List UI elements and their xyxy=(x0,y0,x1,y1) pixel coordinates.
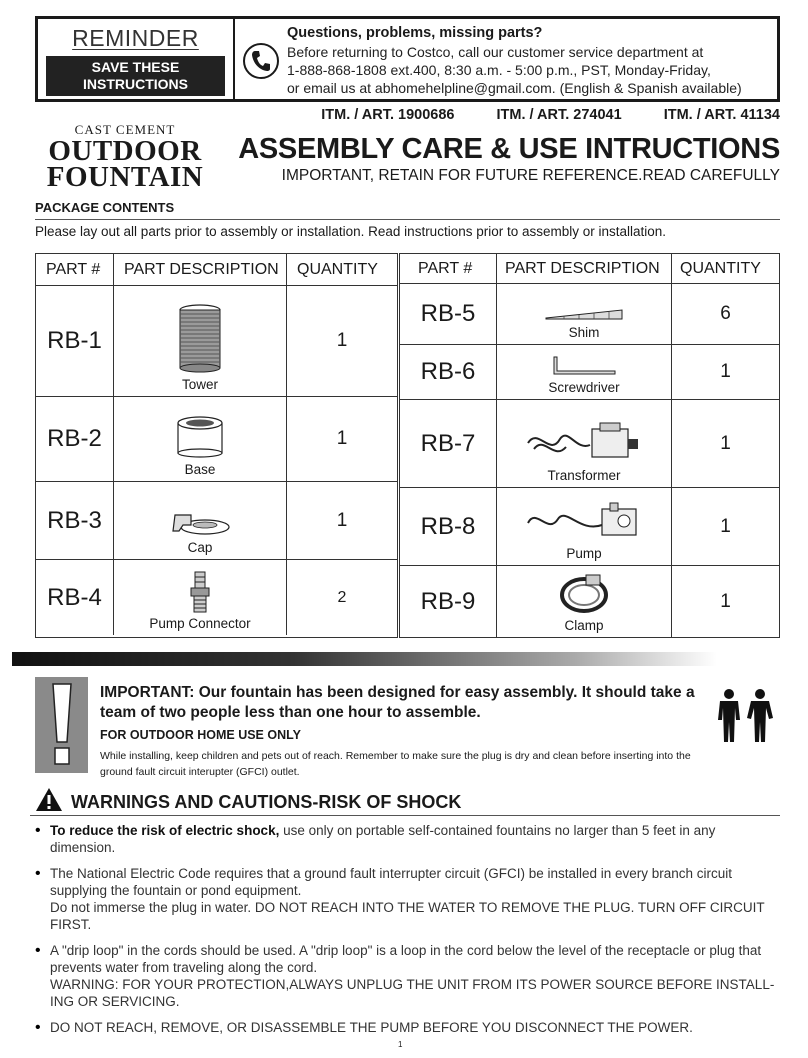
parts-table-right xyxy=(399,253,780,638)
part-quantity: 1 xyxy=(720,515,731,537)
table-header xyxy=(400,254,779,284)
col-part-description: PART DESCRIPTION xyxy=(497,254,672,283)
divider xyxy=(30,815,780,816)
col-quantity: QUANTITY xyxy=(680,259,761,277)
table-row xyxy=(36,397,397,482)
col-part-number: PART # xyxy=(36,254,114,285)
part-number: RB-9 xyxy=(400,566,497,637)
part-number: RB-6 xyxy=(400,345,497,399)
part-name: Screwdriver xyxy=(548,380,620,395)
col-part-description: PART DESCRIPTION xyxy=(114,254,287,285)
table-header xyxy=(36,254,397,286)
warning-text: WARNING: FOR YOUR PROTECTION,ALWAYS UNPLUG THE UNIT FROM ITS POWER SOURCE BEFORE INSTALL-ING OR SERVICING. xyxy=(50,977,775,1009)
part-number: RB-5 xyxy=(400,284,497,344)
part-quantity: 1 xyxy=(720,361,731,382)
table-row xyxy=(36,286,397,397)
table-row xyxy=(400,345,779,400)
installation-detail: While installing, keep children and pets out of reach. Remember to make sure the plug is dry and clean before inserting into the ground fault circuit interupter (GFCI) outlet. xyxy=(100,750,691,778)
part-number: RB-2 xyxy=(36,397,114,481)
part-name: Shim xyxy=(568,325,600,340)
warning-triangle-icon xyxy=(35,787,63,817)
part-quantity: 1 xyxy=(336,509,348,531)
table-row xyxy=(400,400,779,488)
parts-table xyxy=(35,253,780,638)
clamp-icon xyxy=(556,573,612,618)
logo-subtitle: CAST CEMENT xyxy=(74,122,176,137)
page-number: 1 xyxy=(398,1040,403,1049)
part-number: RB-1 xyxy=(36,286,114,396)
part-number: RB-7 xyxy=(400,400,497,487)
list-item xyxy=(35,865,780,933)
pump-connector-icon xyxy=(189,571,211,616)
page-subtitle: IMPORTANT, RETAIN FOR FUTURE REFERENCE.READ CAREFULLY xyxy=(281,167,780,184)
table-row xyxy=(36,560,397,635)
item-number: ITM. / ART. 41134 xyxy=(663,107,780,123)
part-quantity: 1 xyxy=(720,590,731,612)
part-name: Pump xyxy=(566,546,602,561)
part-quantity: 1 xyxy=(336,428,348,449)
logo-line-1: OUTDOOR xyxy=(48,135,202,167)
save-instructions-badge xyxy=(46,56,225,96)
contact-line-1: Before returning to Costco, call our customer service department at xyxy=(287,44,704,60)
table-row xyxy=(36,482,397,560)
warnings-list xyxy=(35,822,780,1045)
part-name: Transformer xyxy=(547,468,621,483)
table-row xyxy=(400,566,779,637)
pump-icon xyxy=(524,499,644,546)
part-name: Tower xyxy=(181,377,218,392)
page-title: ASSEMBLY CARE & USE INTRUCTIONS xyxy=(238,133,780,165)
reminder-title: REMINDER xyxy=(72,25,199,51)
item-numbers xyxy=(321,107,780,123)
two-people-icon xyxy=(713,688,777,749)
tower-icon xyxy=(177,304,223,377)
part-name: Base xyxy=(184,462,216,477)
package-contents-heading: PACKAGE CONTENTS xyxy=(35,200,175,215)
warning-text: Do not immerse the plug in water. DO NOT REACH INTO THE WATER TO REMOVE THE PLUG. TURN OFF CIRCUIT FIRST. xyxy=(50,900,765,932)
table-row xyxy=(400,284,779,345)
logo-line-2: FOUNTAIN xyxy=(46,161,204,193)
part-quantity: 2 xyxy=(337,588,347,606)
part-number: RB-4 xyxy=(36,560,114,635)
divider xyxy=(35,219,780,220)
save-line-1: SAVE THESE xyxy=(91,59,180,75)
contact-panel xyxy=(235,19,777,99)
save-line-2: INSTRUCTIONS xyxy=(83,76,188,92)
col-quantity: QUANTITY xyxy=(297,260,378,278)
cap-icon xyxy=(169,507,231,540)
product-logo xyxy=(35,122,215,193)
item-number: ITM. / ART. 1900686 xyxy=(321,107,455,123)
shim-icon xyxy=(544,308,624,325)
base-icon xyxy=(174,415,226,462)
list-item xyxy=(35,822,780,856)
reminder-panel xyxy=(38,19,235,99)
gradient-divider xyxy=(12,652,717,666)
warning-text: • The National Electric Code requires that a ground fault interrupter circuit (GFCI) be installed in every branch circuit supplying the fountain or pond equipment. xyxy=(50,866,733,898)
part-quantity: 6 xyxy=(720,303,731,324)
transformer-icon xyxy=(524,421,644,468)
warnings-heading: WARNINGS AND CAUTIONS-RISK OF SHOCK xyxy=(71,791,462,812)
exclamation-icon xyxy=(35,677,88,773)
phone-icon xyxy=(243,43,279,79)
part-name: Cap xyxy=(187,540,213,555)
item-number: ITM. / ART. 274041 xyxy=(496,107,622,123)
warning-bold-lead: To reduce the risk of electric shock, xyxy=(50,823,280,838)
outdoor-use-note: FOR OUTDOOR HOME USE ONLY xyxy=(100,728,301,742)
warning-text: • A "drip loop" in the cords should be used. A "drip loop" is a loop in the cord below the level of the receptacle or plug that prevents water from traveling along the cord. xyxy=(50,943,762,975)
warning-text: use only on portable self-contained fountains no larger than 5 feet in any dimension. xyxy=(50,823,716,855)
reminder-header-box xyxy=(35,16,780,102)
package-note: Please lay out all parts prior to assembly or installation. Read instructions prior to assembly or installation. xyxy=(35,224,667,239)
list-item xyxy=(35,942,780,1010)
warning-text: DO NOT REACH, REMOVE, OR DISASSEMBLE THE PUMP BEFORE YOU DISCONNECT THE POWER. xyxy=(50,1020,693,1035)
part-number: RB-3 xyxy=(36,482,114,559)
contact-line-3: or email us at abhomehelpline@gmail.com. (English & Spanish available) xyxy=(287,80,742,96)
questions-heading: Questions, problems, missing parts? xyxy=(287,25,543,41)
important-notice: IMPORTANT: Our fountain has been designed for easy assembly. It should take a team of two people less than one hour to assemble. xyxy=(100,684,695,721)
list-item xyxy=(35,1019,780,1036)
col-part-number: PART # xyxy=(400,254,497,283)
part-name: Pump Connector xyxy=(149,616,251,631)
part-quantity: 1 xyxy=(336,330,348,351)
parts-table-left xyxy=(35,253,398,638)
part-number: RB-8 xyxy=(400,488,497,565)
part-quantity: 1 xyxy=(720,432,731,454)
screwdriver-icon xyxy=(549,355,619,380)
table-row xyxy=(400,488,779,566)
contact-line-2: 1-888-868-1808 ext.400, 8:30 a.m. - 5:00 p.m., PST, Monday-Friday, xyxy=(287,62,711,78)
part-name: Clamp xyxy=(564,618,604,633)
